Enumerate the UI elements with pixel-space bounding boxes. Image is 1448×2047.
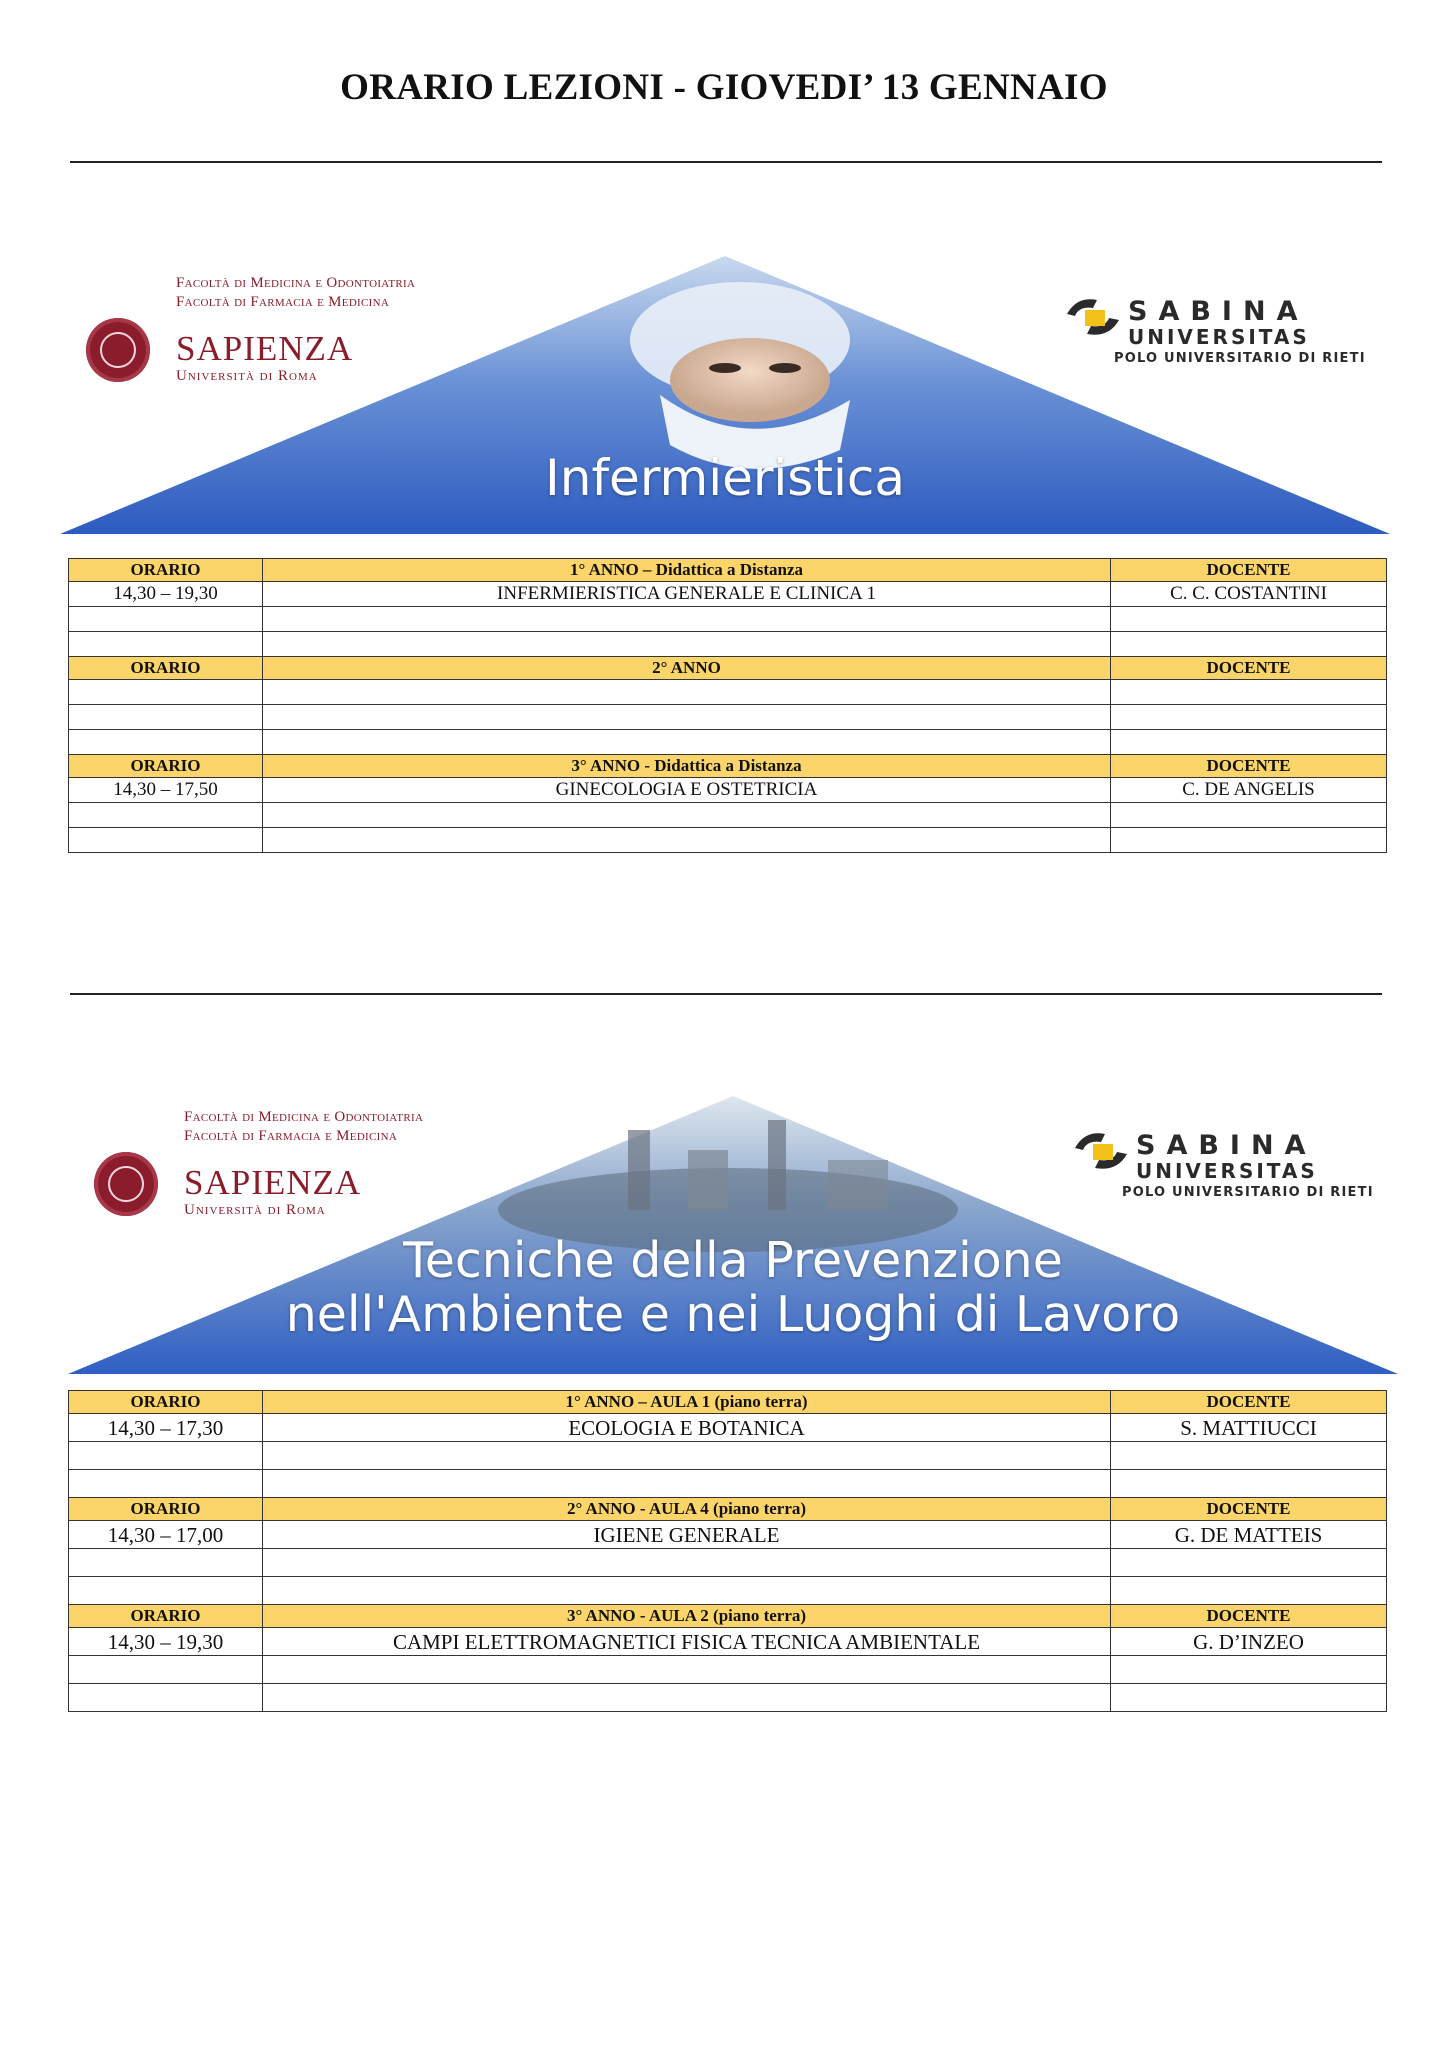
- cell-orario: 14,30 – 17,30: [69, 1414, 263, 1442]
- faculty-line-1: Facoltà di Medicina e Odontoiatria: [176, 275, 416, 291]
- header-cell-materia: 1° ANNO – Didattica a Distanza: [263, 559, 1111, 582]
- sabina-logo: SABINA: [1136, 1130, 1317, 1161]
- header-row: [69, 559, 1387, 582]
- cell-docente: [1111, 1656, 1387, 1684]
- cell-docente: C. C. COSTANTINI: [1111, 582, 1387, 607]
- header-cell-docente: DOCENTE: [1111, 1391, 1387, 1414]
- course-title: Infermieristica: [545, 449, 905, 507]
- cell-materia: [263, 1549, 1111, 1577]
- cell-orario: [69, 1656, 263, 1684]
- cell-docente: [1111, 632, 1387, 657]
- header-cell-orario: ORARIO: [69, 657, 263, 680]
- table-row: [69, 1684, 1387, 1712]
- sapienza-subtitle: Università di Roma: [176, 368, 318, 384]
- cell-docente: [1111, 705, 1387, 730]
- sapienza-seal-icon: [86, 318, 150, 382]
- cell-materia: [263, 632, 1111, 657]
- faculty-line-1: Facoltà di Medicina e Odontoiatria: [184, 1109, 424, 1125]
- header-row: [69, 755, 1387, 778]
- cell-orario: 14,30 – 19,30: [69, 582, 263, 607]
- cell-docente: [1111, 1577, 1387, 1605]
- header-cell-materia: 2° ANNO: [263, 657, 1111, 680]
- header-cell-materia: 3° ANNO - Didattica a Distanza: [263, 755, 1111, 778]
- table-row: [69, 1414, 1387, 1442]
- cell-materia: [263, 803, 1111, 828]
- header-cell-docente: DOCENTE: [1111, 1498, 1387, 1521]
- cell-materia: GINECOLOGIA E OSTETRICIA: [263, 778, 1111, 803]
- table-row: [69, 705, 1387, 730]
- schedule-table-infermieristica: [68, 558, 1387, 853]
- cell-orario: [69, 730, 263, 755]
- middle-divider: [70, 993, 1382, 995]
- sabina-logo-sub: UNIVERSITAS: [1128, 325, 1310, 349]
- sabina-polo: POLO UNIVERSITARIO DI RIETI: [1122, 1185, 1374, 1200]
- sapienza-logo: SAPIENZA: [176, 329, 354, 368]
- cell-docente: [1111, 803, 1387, 828]
- table-row: [69, 582, 1387, 607]
- sapienza-seal-icon: [94, 1152, 158, 1216]
- page-title: ORARIO LEZIONI - GIOVEDI’ 13 GENNAIO: [340, 67, 1108, 108]
- cell-orario: 14,30 – 17,50: [69, 778, 263, 803]
- cell-docente: S. MATTIUCCI: [1111, 1414, 1387, 1442]
- cell-materia: [263, 1470, 1111, 1498]
- cell-orario: [69, 680, 263, 705]
- cell-orario: [69, 607, 263, 632]
- cell-orario: [69, 803, 263, 828]
- header-row: [69, 1498, 1387, 1521]
- cell-materia: [263, 1442, 1111, 1470]
- header-cell-orario: ORARIO: [69, 755, 263, 778]
- table-row: [69, 1577, 1387, 1605]
- header-cell-materia: 2° ANNO - AULA 4 (piano terra): [263, 1498, 1111, 1521]
- cell-materia: INFERMIERISTICA GENERALE E CLINICA 1: [263, 582, 1111, 607]
- cell-materia: CAMPI ELETTROMAGNETICI FISICA TECNICA AMBIENTALE: [263, 1628, 1111, 1656]
- table-row: [69, 1628, 1387, 1656]
- table-row: [69, 828, 1387, 853]
- cell-orario: [69, 1684, 263, 1712]
- cell-orario: [69, 1470, 263, 1498]
- banner-infermieristica: [60, 250, 1390, 540]
- cell-orario: 14,30 – 17,00: [69, 1521, 263, 1549]
- cell-materia: [263, 1656, 1111, 1684]
- sabina-logo-sub: UNIVERSITAS: [1136, 1159, 1318, 1183]
- header-row: [69, 1391, 1387, 1414]
- sabina-polo: POLO UNIVERSITARIO DI RIETI: [1114, 351, 1366, 366]
- cell-docente: [1111, 828, 1387, 853]
- cell-docente: [1111, 1470, 1387, 1498]
- cell-materia: IGIENE GENERALE: [263, 1521, 1111, 1549]
- sabina-book-icon: [1071, 1126, 1131, 1176]
- sabina-logo: SABINA: [1128, 296, 1309, 327]
- cell-materia: [263, 730, 1111, 755]
- table-row: [69, 1521, 1387, 1549]
- cell-materia: [263, 1684, 1111, 1712]
- header-cell-orario: ORARIO: [69, 1605, 263, 1628]
- table-row: [69, 680, 1387, 705]
- banner-prevenzione: [68, 1090, 1398, 1380]
- cell-materia: [263, 828, 1111, 853]
- cell-docente: G. DE MATTEIS: [1111, 1521, 1387, 1549]
- header-cell-orario: ORARIO: [69, 559, 263, 582]
- header-cell-docente: DOCENTE: [1111, 657, 1387, 680]
- header-cell-docente: DOCENTE: [1111, 559, 1387, 582]
- header-cell-materia: 3° ANNO - AULA 2 (piano terra): [263, 1605, 1111, 1628]
- cell-orario: [69, 705, 263, 730]
- cell-orario: 14,30 – 19,30: [69, 1628, 263, 1656]
- cell-orario: [69, 1549, 263, 1577]
- faculty-line-2: Facoltà di Farmacia e Medicina: [184, 1128, 398, 1144]
- sabina-book-icon: [1063, 292, 1123, 342]
- cell-docente: [1111, 1442, 1387, 1470]
- header-cell-docente: DOCENTE: [1111, 755, 1387, 778]
- header-row: [69, 657, 1387, 680]
- cell-docente: [1111, 680, 1387, 705]
- cell-docente: [1111, 1684, 1387, 1712]
- cell-orario: [69, 1577, 263, 1605]
- cell-materia: [263, 607, 1111, 632]
- cell-orario: [69, 1442, 263, 1470]
- cell-docente: [1111, 1549, 1387, 1577]
- cell-docente: [1111, 730, 1387, 755]
- course-title: Tecniche della Prevenzione nell'Ambiente e nei Luoghi di Lavoro: [285, 1232, 1181, 1343]
- cell-orario: [69, 632, 263, 657]
- sapienza-subtitle: Università di Roma: [184, 1202, 326, 1218]
- cell-materia: ECOLOGIA E BOTANICA: [263, 1414, 1111, 1442]
- table-row: [69, 778, 1387, 803]
- cell-materia: [263, 705, 1111, 730]
- table-row: [69, 1442, 1387, 1470]
- cell-docente: G. D’INZEO: [1111, 1628, 1387, 1656]
- table-row: [69, 607, 1387, 632]
- header-row: [69, 1605, 1387, 1628]
- cell-orario: [69, 828, 263, 853]
- header-cell-orario: ORARIO: [69, 1498, 263, 1521]
- header-cell-orario: ORARIO: [69, 1391, 263, 1414]
- top-divider: [70, 161, 1382, 163]
- table-row: [69, 1549, 1387, 1577]
- header-cell-docente: DOCENTE: [1111, 1605, 1387, 1628]
- table-row: [69, 632, 1387, 657]
- schedule-table-prevenzione: [68, 1390, 1387, 1712]
- cell-materia: [263, 680, 1111, 705]
- header-cell-materia: 1° ANNO – AULA 1 (piano terra): [263, 1391, 1111, 1414]
- cell-docente: [1111, 607, 1387, 632]
- sapienza-logo: SAPIENZA: [184, 1163, 362, 1202]
- table-row: [69, 803, 1387, 828]
- table-row: [69, 1470, 1387, 1498]
- table-row: [69, 730, 1387, 755]
- cell-docente: C. DE ANGELIS: [1111, 778, 1387, 803]
- table-row: [69, 1656, 1387, 1684]
- faculty-line-2: Facoltà di Farmacia e Medicina: [176, 294, 390, 310]
- cell-materia: [263, 1577, 1111, 1605]
